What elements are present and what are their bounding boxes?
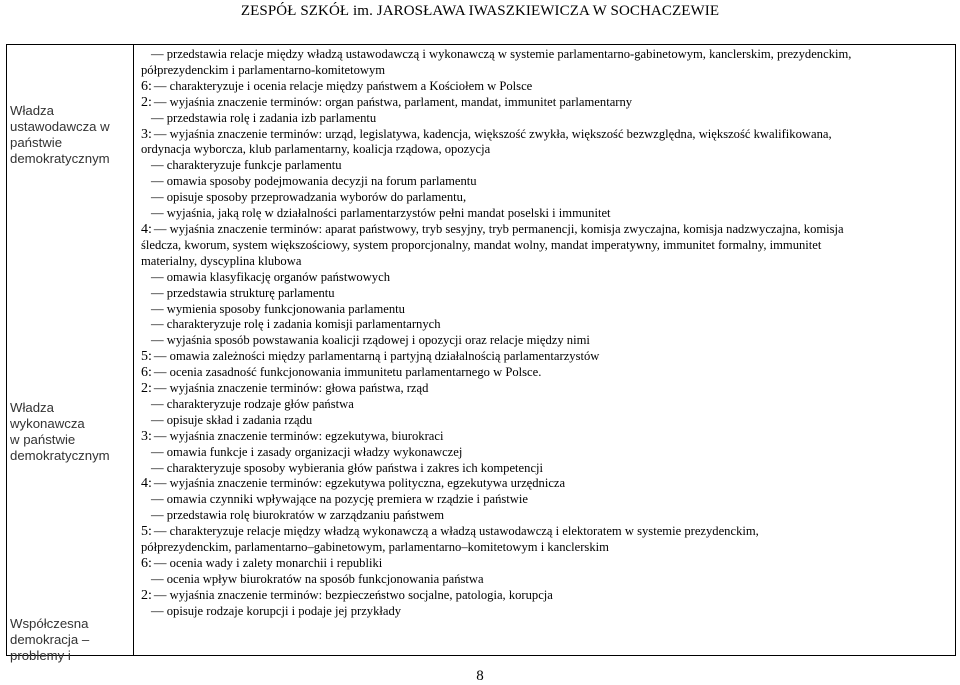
requirement-item (141, 190, 951, 206)
topic-line: Władza (10, 103, 54, 118)
level-number: 2: (141, 381, 152, 397)
requirement-item (141, 317, 951, 333)
level-requirement (141, 524, 951, 540)
topics-container (7, 45, 133, 663)
page-number: 8 (476, 668, 484, 684)
requirement-text: — wyjaśnia znaczenie terminów: urząd, legislatywa, kadencja, większość zwykła, większość bezwzględna, większość kwalifikowana, (154, 127, 832, 141)
requirement-item (141, 604, 951, 620)
topic-line: w państwie (10, 432, 76, 447)
level-requirement (141, 95, 951, 111)
level-number: 4: (141, 221, 152, 237)
requirement-item (141, 508, 951, 524)
topic-line: ustawodawcza w (10, 119, 110, 134)
topic-line: demokratycznym (10, 448, 110, 463)
requirement-text: — wyjaśnia znaczenie terminów: bezpieczeństwo socjalne, patologia, korupcja (154, 588, 553, 602)
requirement-text: — wyjaśnia znaczenie terminów: egzekutywa polityczna, egzekutywa urzędnicza (154, 476, 565, 490)
level-requirement (141, 429, 951, 445)
requirement-text: — omawia sposoby podejmowania decyzji na forum parlamentu (151, 174, 477, 188)
topic-line: Współczesna (10, 616, 89, 631)
requirement-text: — ocenia zasadność funkcjonowania immunitetu parlamentarnego w Polsce. (154, 365, 542, 379)
requirement-text: — wyjaśnia, jaką rolę w działalności parlamentarzystów pełni mandat poselski i immunitet (151, 206, 611, 220)
requirement-continuation (141, 63, 951, 79)
level-requirement (141, 222, 951, 238)
requirement-item (141, 302, 951, 318)
level-requirement (141, 476, 951, 492)
requirement-text: — charakteryzuje funkcje parlamentu (151, 158, 342, 172)
requirement-item (141, 174, 951, 190)
requirement-item (141, 206, 951, 222)
requirement-item (141, 158, 951, 174)
topic-line: demokratycznym (10, 151, 110, 166)
requirement-text: — charakteryzuje rolę i zadania komisji parlamentarnych (151, 317, 441, 331)
section-topic (7, 616, 132, 664)
requirement-item (141, 270, 951, 286)
level-number: 6: (141, 556, 152, 571)
requirement-text: — przedstawia relacje między władzą ustawodawczą i wykonawczą w systemie parlamentarno-gabinetowym, kanclerskim, prezydenckim, (151, 47, 851, 61)
requirement-text: — wyjaśnia znaczenie terminów: głowa państwa, rząd (154, 381, 429, 395)
requirement-item (141, 572, 951, 588)
requirements-container (141, 47, 951, 620)
level-requirement (141, 79, 951, 95)
requirement-text: ordynacja wyborcza, klub parlamentarny, koalicja rządowa, opozycja (141, 142, 491, 157)
requirement-text: materialny, dyscyplina klubowa (141, 253, 302, 268)
requirement-text: — charakteryzuje rodzaje głów państwa (151, 397, 354, 411)
requirement-text: — wyjaśnia znaczenie terminów: aparat państwowy, tryb sesyjny, tryb permanencji, komisja zwyczajna, komisja nadzwyczajna, komisja (154, 222, 844, 236)
requirement-item (141, 286, 951, 302)
level-requirement (141, 127, 951, 143)
requirement-text: — ocenia wady i zalety monarchii i republiki (154, 556, 382, 570)
level-requirement (141, 556, 951, 572)
level-number: 2: (141, 587, 152, 603)
requirement-text: — omawia zależności między parlamentarną i partyjną działalnością parlamentarzystów (154, 349, 600, 363)
requirement-text: — ocenia wpływ biurokratów na sposób funkcjonowania państwa (151, 572, 484, 586)
requirement-continuation (141, 238, 951, 254)
requirement-item (141, 333, 951, 349)
section-topic (7, 400, 132, 464)
requirement-text: — wymienia sposoby funkcjonowania parlamentu (151, 302, 405, 316)
requirement-text: — przedstawia strukturę parlamentu (151, 286, 335, 300)
requirement-item (141, 47, 951, 63)
requirement-text: — wyjaśnia znaczenie terminów: organ państwa, parlament, mandat, immunitet parlamentarny (154, 95, 632, 109)
requirement-text: — opisuje sposoby przeprowadzania wyborów do parlamentu, (151, 190, 466, 204)
topic-line: Władza wykonawcza (10, 400, 85, 431)
requirement-text: — przedstawia rolę biurokratów w zarządzaniu państwem (151, 508, 444, 522)
requirement-text: półprezydenckim i parlamentarno-komitetowym (141, 62, 386, 77)
requirement-text: — opisuje skład i zadania rządu (151, 413, 312, 427)
requirement-item (141, 445, 951, 461)
curriculum-table (6, 44, 956, 663)
requirements-column (134, 45, 956, 656)
level-number: 3: (141, 126, 152, 142)
requirement-item (141, 413, 951, 429)
requirement-continuation (141, 142, 951, 158)
requirement-text: — charakteryzuje sposoby wybierania głów państwa i zakres ich kompetencji (151, 461, 543, 475)
level-requirement (141, 381, 951, 397)
level-number: 6: (141, 365, 152, 381)
level-number: 5: (141, 349, 152, 365)
requirement-text: — charakteryzuje relacje między władzą wykonawczą a władzą ustawodawczą i elektoratem w systemie prezydenckim, (154, 524, 759, 538)
level-requirement (141, 588, 951, 604)
requirement-item (141, 397, 951, 413)
requirement-item (141, 111, 951, 127)
requirement-continuation (141, 540, 951, 556)
section-topic (7, 103, 132, 167)
requirement-text: — wyjaśnia sposób powstawania koalicji rządowej i opozycji oraz relacje między nimi (151, 333, 590, 347)
level-number: 4: (141, 476, 152, 492)
topic-column (7, 45, 134, 663)
requirement-text: śledcza, kworum, system większościowy, system proporcjonalny, mandat wolny, mandat imperatywny, immunitet formalny, immunitet (141, 237, 822, 252)
requirement-item (141, 461, 951, 477)
requirement-continuation (141, 254, 951, 270)
requirement-text: — przedstawia rolę i zadania izb parlamentu (151, 111, 376, 125)
level-number: 2: (141, 94, 152, 110)
level-number: 5: (141, 524, 152, 540)
topic-line: państwie (10, 135, 63, 150)
topic-line: demokracja – (10, 632, 90, 647)
requirement-text: — charakteryzuje i ocenia relacje między państwem a Kościołem w Polsce (154, 79, 532, 93)
level-number: 6: (141, 78, 152, 94)
table-row (7, 45, 956, 656)
requirement-text: — omawia funkcje i zasady organizacji władzy wykonawczej (151, 445, 462, 459)
school-header: ZESPÓŁ SZKÓŁ im. JAROSŁAWA IWASZKIEWICZA W SOCHACZEWIE (240, 3, 720, 19)
level-number: 3: (141, 428, 152, 444)
requirement-text: — omawia czynniki wpływające na pozycję premiera w rządzie i państwie (151, 492, 528, 506)
level-requirement (141, 349, 951, 365)
requirement-item (141, 492, 951, 508)
level-requirement (141, 365, 951, 381)
requirement-text: półprezydenckim, parlamentarno–gabinetowym, parlamentarno–komitetowym i kanclerskim (141, 540, 609, 555)
requirement-text: — opisuje rodzaje korupcji i podaje jej przykłady (151, 604, 401, 618)
requirement-text: — omawia klasyfikację organów państwowych (151, 270, 390, 284)
topic-line: problemy i (10, 648, 71, 663)
requirement-text: — wyjaśnia znaczenie terminów: egzekutywa, biurokraci (154, 429, 444, 443)
